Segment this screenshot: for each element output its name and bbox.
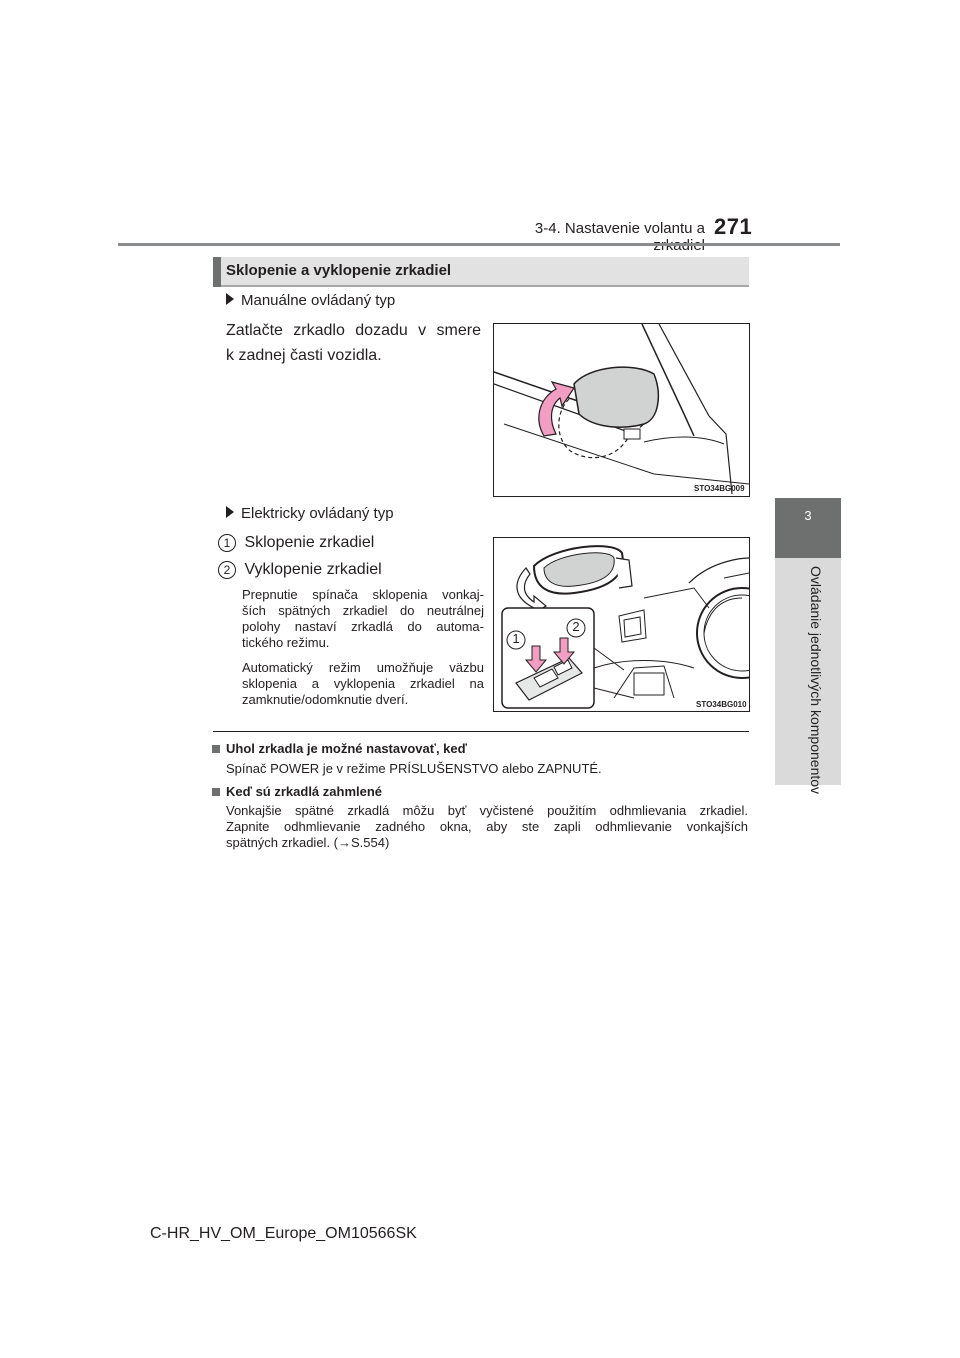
electric-item-1-label: Sklopenie zrkadiel [244, 534, 375, 551]
section-heading: Sklopenie a vyklopenie zrkadiel [226, 262, 452, 279]
running-header-title: 3-4. Nastavenie volantu a [534, 220, 705, 237]
chapter-tab [775, 498, 841, 558]
section-heading-marker [213, 257, 221, 287]
note-1-heading [212, 741, 467, 756]
manual-text-line1: Zatlačte zrkadlo dozadu v smere [226, 322, 481, 339]
electric-para1-line1: Prepnutie spínača sklopenia vonkaj- [242, 587, 484, 602]
header-rule [118, 243, 840, 246]
square-bullet-icon [212, 788, 220, 796]
figure-callout-2: 2 [572, 619, 580, 634]
document-code: C-HR_HV_OM_Europe_OM10566SK [150, 1225, 417, 1242]
note-1-heading-text: Uhol zrkadla je možné nastavovať, keď [226, 741, 467, 756]
note-2-heading-text: Keď sú zrkadlá zahmlené [226, 784, 383, 799]
electric-figure-code: STO34BG010 [696, 700, 747, 709]
electric-para2-line3: zamknutie/odomknutie dverí. [242, 692, 409, 707]
chapter-number: 3 [804, 508, 812, 523]
note-2-body-line1: Vonkajšie spätné zrkadlá môžu byť vyčistené použitím odhmlievania zrkadiel. [226, 803, 748, 818]
manual-figure-code: STO34BG009 [694, 484, 745, 493]
chapter-title [808, 566, 828, 795]
callout-number-2: 2 [218, 561, 236, 579]
triangle-bullet-icon [226, 506, 234, 518]
note-2-body-line3: spätných zrkadiel. (→S.554) [226, 835, 390, 850]
electric-para1-line2: ších spätných zrkadiel do neutrálnej [242, 603, 484, 618]
electric-para2-line2: sklopenia a vyklopenia zrkadiel na [242, 676, 484, 691]
manual-type-bullet [226, 292, 395, 309]
chapter-title-text: Ovládanie jednotlivých komponentov [808, 566, 824, 795]
electric-mirror-figure [493, 537, 750, 712]
callout-number-1: 1 [218, 534, 236, 552]
electric-para1-line3: polohy nastaví zrkadlá do automa- [242, 619, 484, 634]
note-2-heading [212, 784, 382, 799]
note-2-body-line2: Zapnite odhmlievanie zadného okna, aby ste zapli odhmlievanie vonkajších [226, 819, 748, 834]
electric-para2-line1: Automatický režim umožňuje väzbu [242, 660, 484, 675]
electric-mirror-illustration [494, 538, 749, 711]
notes-rule [213, 731, 749, 732]
square-bullet-icon [212, 745, 220, 753]
figure-callout-1: 1 [512, 631, 520, 646]
page-number: 271 [714, 214, 753, 239]
manual-text-line2: k zadnej časti vozidla. [226, 347, 382, 364]
electric-type-label: Elektricky ovládaný typ [241, 505, 394, 522]
electric-item-2-label: Vyklopenie zrkadiel [244, 561, 382, 578]
triangle-bullet-icon [226, 293, 234, 305]
manual-type-label: Manuálne ovládaný typ [241, 292, 396, 309]
electric-type-bullet [226, 505, 394, 522]
manual-mirror-figure [493, 323, 750, 497]
electric-item-1 [218, 530, 374, 555]
manual-mirror-illustration [494, 324, 749, 496]
electric-para1-line4: tického režimu. [242, 635, 330, 650]
electric-item-2 [218, 557, 382, 582]
note-1-body: Spínač POWER je v režime PRÍSLUŠENSTVO alebo ZAPNUTÉ. [226, 761, 602, 776]
